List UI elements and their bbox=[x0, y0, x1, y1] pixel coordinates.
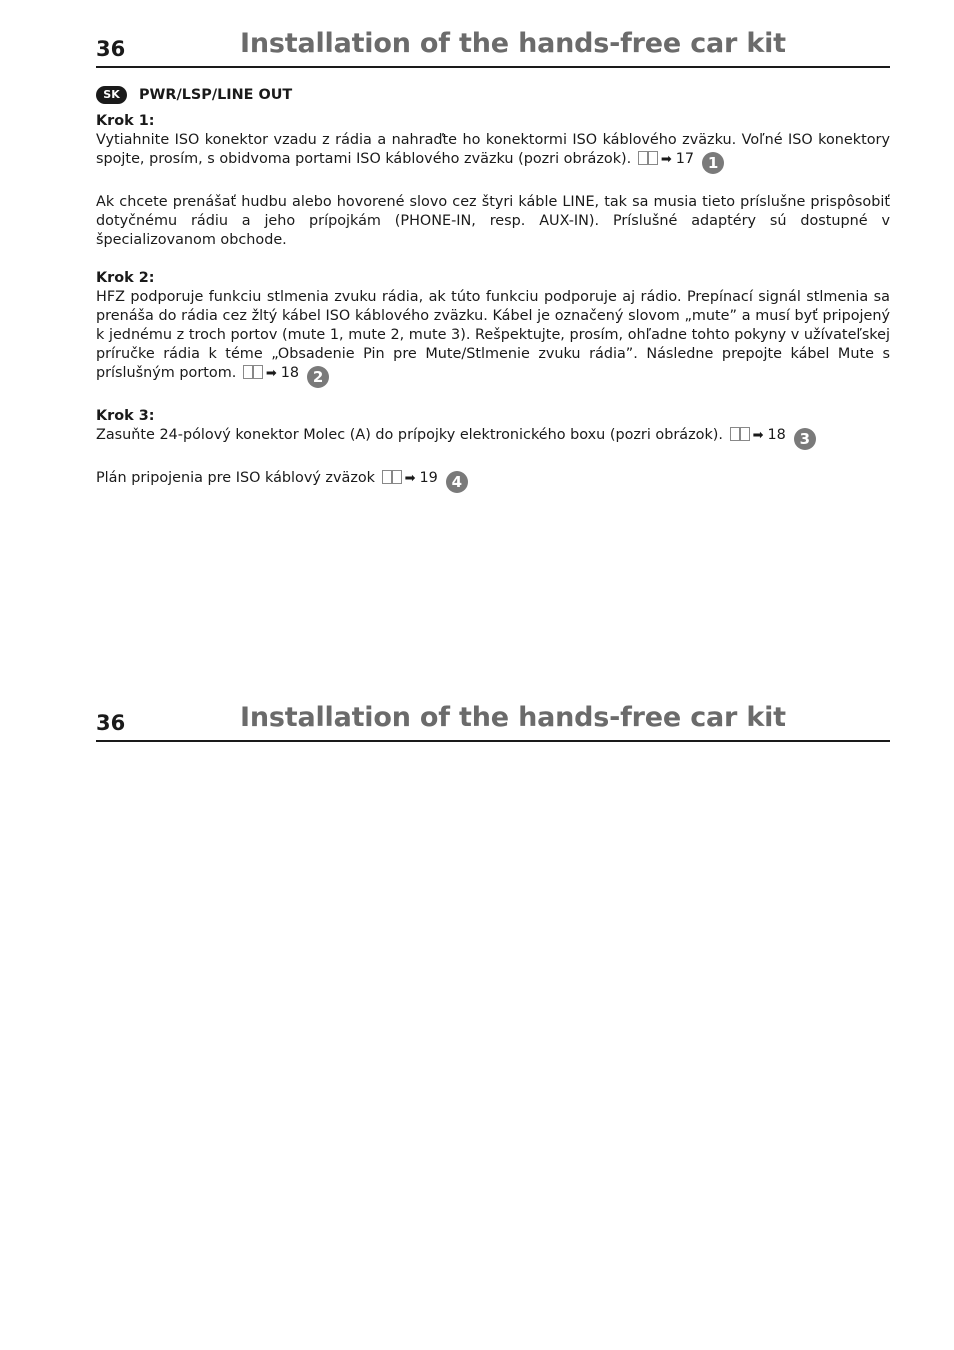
step-1-ref-page: 17 bbox=[675, 151, 695, 167]
step-3 bbox=[96, 407, 890, 450]
step-1-title: Krok 1: bbox=[96, 113, 155, 129]
page-number: 36 bbox=[96, 37, 126, 61]
figure-number-1: 1 bbox=[702, 152, 724, 174]
page-number: 36 bbox=[96, 711, 126, 735]
step-2-text: HFZ podporuje funkciu stlmenia zvuku rádia, ak túto funkciu podporuje aj rádio. Prepínací signál stlmenia sa prenáša do rádia cez žltý kábel ISO káblového zväzku. Kábel je označený slovom „mute” a musí byť pripojený k jednému z troch portov (mute 1, mute 2, mute 3). Rešpektujte, prosím, ohľadne tohto pokyny v užívateľskej príručke rádia k téme „Obsadenie Pin pre Mute/Stlmenie zvuku rádia”. Následne prepojte kábel Mute s príslušným portom. bbox=[96, 289, 890, 381]
book-icon bbox=[730, 427, 750, 441]
step-1-text: Vytiahnite ISO konektor vzadu z rádia a nahraďte ho konektormi ISO káblového zväzku. Voľné ISO konektory spojte, prosím, s obidvoma portami ISO káblového zväzku (pozri obrázok). bbox=[96, 132, 890, 167]
arrow-right-icon: ➡ bbox=[265, 366, 277, 381]
step-2-title: Krok 2: bbox=[96, 270, 155, 286]
step-2 bbox=[96, 269, 890, 388]
figure-number-2: 2 bbox=[307, 366, 329, 388]
line-info bbox=[96, 193, 890, 250]
step-3-body bbox=[96, 426, 890, 450]
book-icon bbox=[638, 151, 658, 165]
page-title: Installation of the hands-free car kit bbox=[240, 28, 786, 59]
page-header-top bbox=[96, 0, 890, 68]
arrow-right-icon: ➡ bbox=[752, 428, 764, 443]
step-2-body bbox=[96, 288, 890, 388]
connection-plan bbox=[96, 469, 890, 493]
step-1 bbox=[96, 112, 890, 174]
step-3-ref-page: 18 bbox=[767, 427, 786, 443]
plan-ref-page: 19 bbox=[419, 470, 438, 486]
step-3-text: Zasuňte 24-pólový konektor Molec (A) do prípojky elektronického boxu (pozri obrázok). bbox=[96, 427, 723, 443]
page-header-bottom bbox=[96, 674, 890, 742]
page-content bbox=[96, 84, 890, 512]
page-title: Installation of the hands-free car kit bbox=[240, 702, 786, 733]
arrow-right-icon: ➡ bbox=[404, 471, 416, 486]
step-3-title: Krok 3: bbox=[96, 408, 155, 424]
step-1-body bbox=[96, 131, 890, 174]
step-2-ref-page: 18 bbox=[280, 365, 300, 381]
arrow-right-icon: ➡ bbox=[660, 152, 672, 167]
figure-number-4: 4 bbox=[446, 471, 468, 493]
section-title: PWR/LSP/LINE OUT bbox=[139, 86, 293, 103]
plan-body bbox=[96, 469, 890, 493]
book-icon bbox=[382, 470, 402, 484]
section-heading bbox=[96, 84, 890, 106]
language-badge: SK bbox=[96, 86, 127, 104]
plan-text: Plán pripojenia pre ISO káblový zväzok bbox=[96, 470, 376, 486]
book-icon bbox=[243, 365, 263, 379]
figure-number-3: 3 bbox=[794, 428, 816, 450]
line-info-text: Ak chcete prenášať hudbu alebo hovorené slovo cez štyri káble LINE, tak sa musia tieto príslušne prispôsobiť dotyčnému rádiu a jeho prípojkám (PHONE-IN, resp. AUX-IN). Príslušné adaptéry sú dostupné v špecializovanom obchode. bbox=[96, 194, 890, 248]
